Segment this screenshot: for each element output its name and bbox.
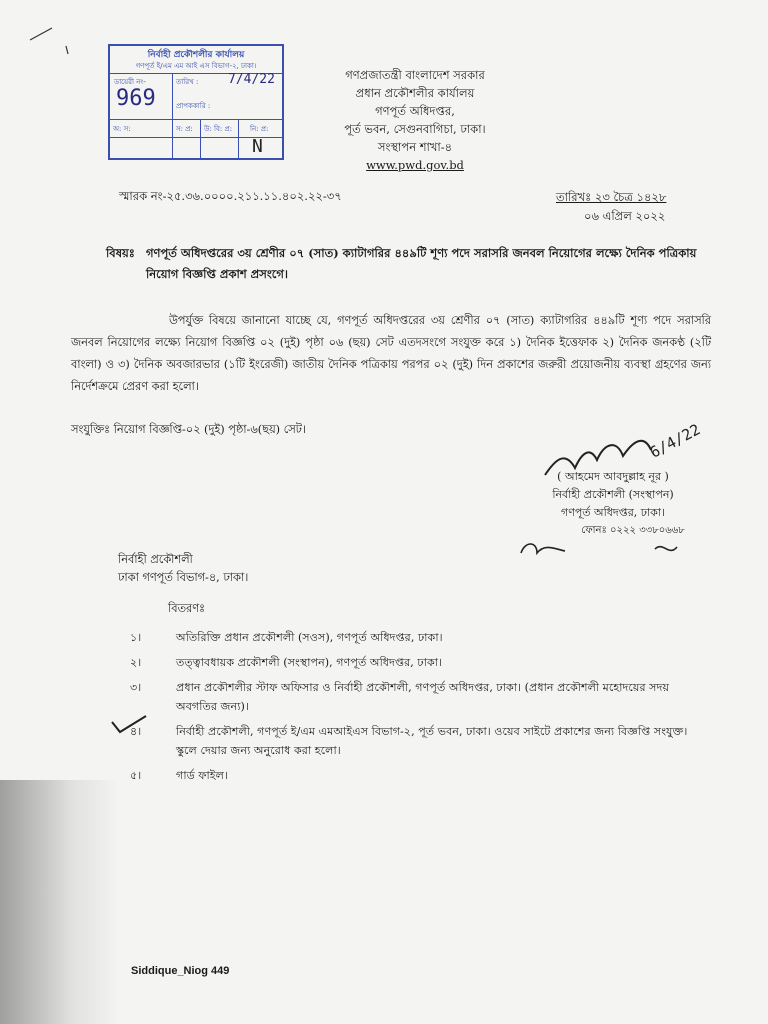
list-item-number: ৪। — [130, 725, 142, 738]
list-item-text: গার্ড ফাইল। — [176, 769, 228, 782]
tick-mark-icon — [110, 712, 150, 736]
signatory-designation: নির্বাহী প্রকৌশলী (সংস্থাপন) — [552, 488, 674, 501]
stamp-office: নির্বাহী প্রকৌশলীর কার্যালয় — [147, 50, 245, 60]
list-item-text: প্রধান প্রকৌশলীর স্টাফ অফিসার ও নির্বাহী প্রকৌশলী, গণপূর্ত অধিদপ্তর, ঢাকা। (প্রধান প্রকৌশলী মহোদয়ের সদয় অবগতির জন্য)। — [176, 681, 670, 713]
letterhead-line: গণপ্রজাতন্ত্রী বাংলাদেশ সরকার — [345, 68, 485, 82]
list-item-text: তত্ত্বাবধায়ক প্রকৌশলী (সংস্থাপন), গণপূর্ত অধিদপ্তর, ঢাকা। — [176, 656, 443, 669]
scan-shadow — [0, 780, 120, 1024]
signatory-block — [518, 468, 708, 540]
distribution-title: বিতরণঃ — [168, 602, 206, 615]
list-item — [130, 628, 710, 647]
signatory-phone: ফোনঃ ০২২২ ৩৩৮০৬৬৮ — [581, 525, 685, 536]
letterhead-line: প্রধান প্রকৌশলীর কার্যালয় — [355, 86, 475, 100]
letterhead-line: সংস্থাপন শাখা-৪ — [377, 140, 453, 154]
stamp-diary-label: ডায়েরী নং- — [114, 78, 146, 86]
initial-mark-icon — [515, 535, 685, 565]
letterhead-line: পূর্ত ভবন, সেগুনবাগিচা, ঢাকা। — [344, 122, 486, 136]
stamp-cell: স: প্র: — [176, 125, 193, 133]
website-link[interactable]: www.pwd.gov.bd — [366, 158, 464, 172]
receipt-stamp — [108, 44, 284, 160]
stamp-date-value: 7/4/22 — [228, 72, 275, 87]
letterhead-line: গণপূর্ত অধিদপ্তর, — [375, 104, 455, 118]
stamp-cell: উ: বি: প্র: — [204, 125, 233, 133]
pen-mark — [28, 24, 88, 64]
stamp-recipient-label: প্রাপককারি : — [176, 102, 211, 110]
memo-number: স্মারক নং-২৫.৩৬.০০০০.২১১.১১.৪০২.২২-৩৭ — [119, 189, 342, 203]
body-paragraph: উপর্যুক্ত বিষয়ে জানানো যাচ্ছে যে, গণপূর্ত অধিদপ্তরের ৩য় শ্রেণীর ০৭ (সাত) ক্যাটাগরির ৪৪৯টি শূণ্য পদে সরাসরি জনবল নিয়োগের লক্ষ্যে নিয়োগ বিজ্ঞপ্তি ০২ (দুই) পৃষ্ঠা ০৬ (ছয়) সেট এতদসংগে সংযুক্ত করে ১) দৈনিক ইত্তেফাক ২) দৈনিক জনকণ্ঠ (২টি বাংলা) ও ৩) দৈনিক অবজারভার (১টি ইংরেজী) জাতীয় দৈনিক পত্রিকায় পরপর ০২ (দুই) দিন প্রকাশের জরুরী প্রয়োজনীয় ব্যবস্থা গ্রহণের জন্য নির্দেশক্রমে প্রেরণ করা হলো। — [71, 314, 711, 393]
stamp-division: গণপূর্ত ই/এম এম আই এস বিভাগ-২, ঢাকা। — [110, 60, 282, 74]
subject-text: গণপূর্ত অধিদপ্তরের ৩য় শ্রেণীর ০৭ (সাত) ক্যাটাগরির ৪৪৯টি শূণ্য পদে সরাসরি জনবল নিয়োগের লক্ষ্যে দৈনিক পত্রিকায় নিয়োগ বিজ্ঞপ্তি প্রকাশ প্রসংগে। — [146, 246, 697, 281]
recipient-block — [118, 551, 248, 587]
date-bangla: তারিখঃ ২৩ চৈত্র ১৪২৮ — [556, 190, 667, 204]
subject — [106, 243, 702, 285]
signatory-name: ( আহমেদ আবদুল্লাহ নূর ) — [557, 470, 669, 483]
attachment-note: সংযুক্তিঃ নিয়োগ বিজ্ঞপ্তি-০২ (দুই) পৃষ্ঠা-৬(ছয়) সেট। — [71, 423, 306, 436]
list-item-number: ৩। — [130, 681, 142, 694]
date-english: ০৬ এপ্রিল ২০২২ — [584, 209, 666, 223]
list-item — [130, 722, 710, 760]
list-item — [130, 678, 710, 716]
footer-reference: Siddique_Niog 449 — [131, 965, 230, 977]
list-item-number: ৫। — [130, 769, 142, 782]
list-item-text: নির্বাহী প্রকৌশলী, গণপূর্ত ই/এম এমআইএস বিভাগ-২, পূর্ত ভবন, ঢাকা। ওয়েব সাইটে প্রকাশের জন্য বিজ্ঞপ্তি সংযুক্ত। স্কুলে দেয়ার জন্য অনুরোধ করা হলো। — [176, 725, 688, 757]
subject-label: বিষয়ঃ — [106, 246, 135, 260]
signature-date: 6/4/22 — [646, 420, 704, 462]
signatory-office: গণপূর্ত অধিদপ্তর, ঢাকা। — [560, 506, 665, 519]
recipient-title: নির্বাহী প্রকৌশলী — [118, 553, 193, 566]
list-item-number: ১। — [130, 631, 142, 644]
list-item — [130, 653, 710, 672]
stamp-cell: নি: প্র: — [250, 125, 269, 133]
stamp-diary-number: 969 — [116, 86, 156, 111]
distribution-list — [130, 628, 710, 791]
stamp-mark: N — [252, 136, 263, 157]
stamp-date-label: তারিখ : — [176, 78, 199, 86]
letter-body — [71, 310, 711, 398]
recipient-office: ঢাকা গণপূর্ত বিভাগ-৪, ঢাকা। — [118, 571, 249, 584]
list-item-number: ২। — [130, 656, 142, 669]
stamp-cell: অ: স: — [113, 125, 131, 133]
list-item-text: অতিরিক্তি প্রধান প্রকৌশলী (সওস), গণপূর্ত অধিদপ্তর, ঢাকা। — [176, 631, 443, 644]
letter-date — [556, 188, 666, 226]
list-item — [130, 766, 710, 785]
letterhead — [300, 66, 530, 174]
